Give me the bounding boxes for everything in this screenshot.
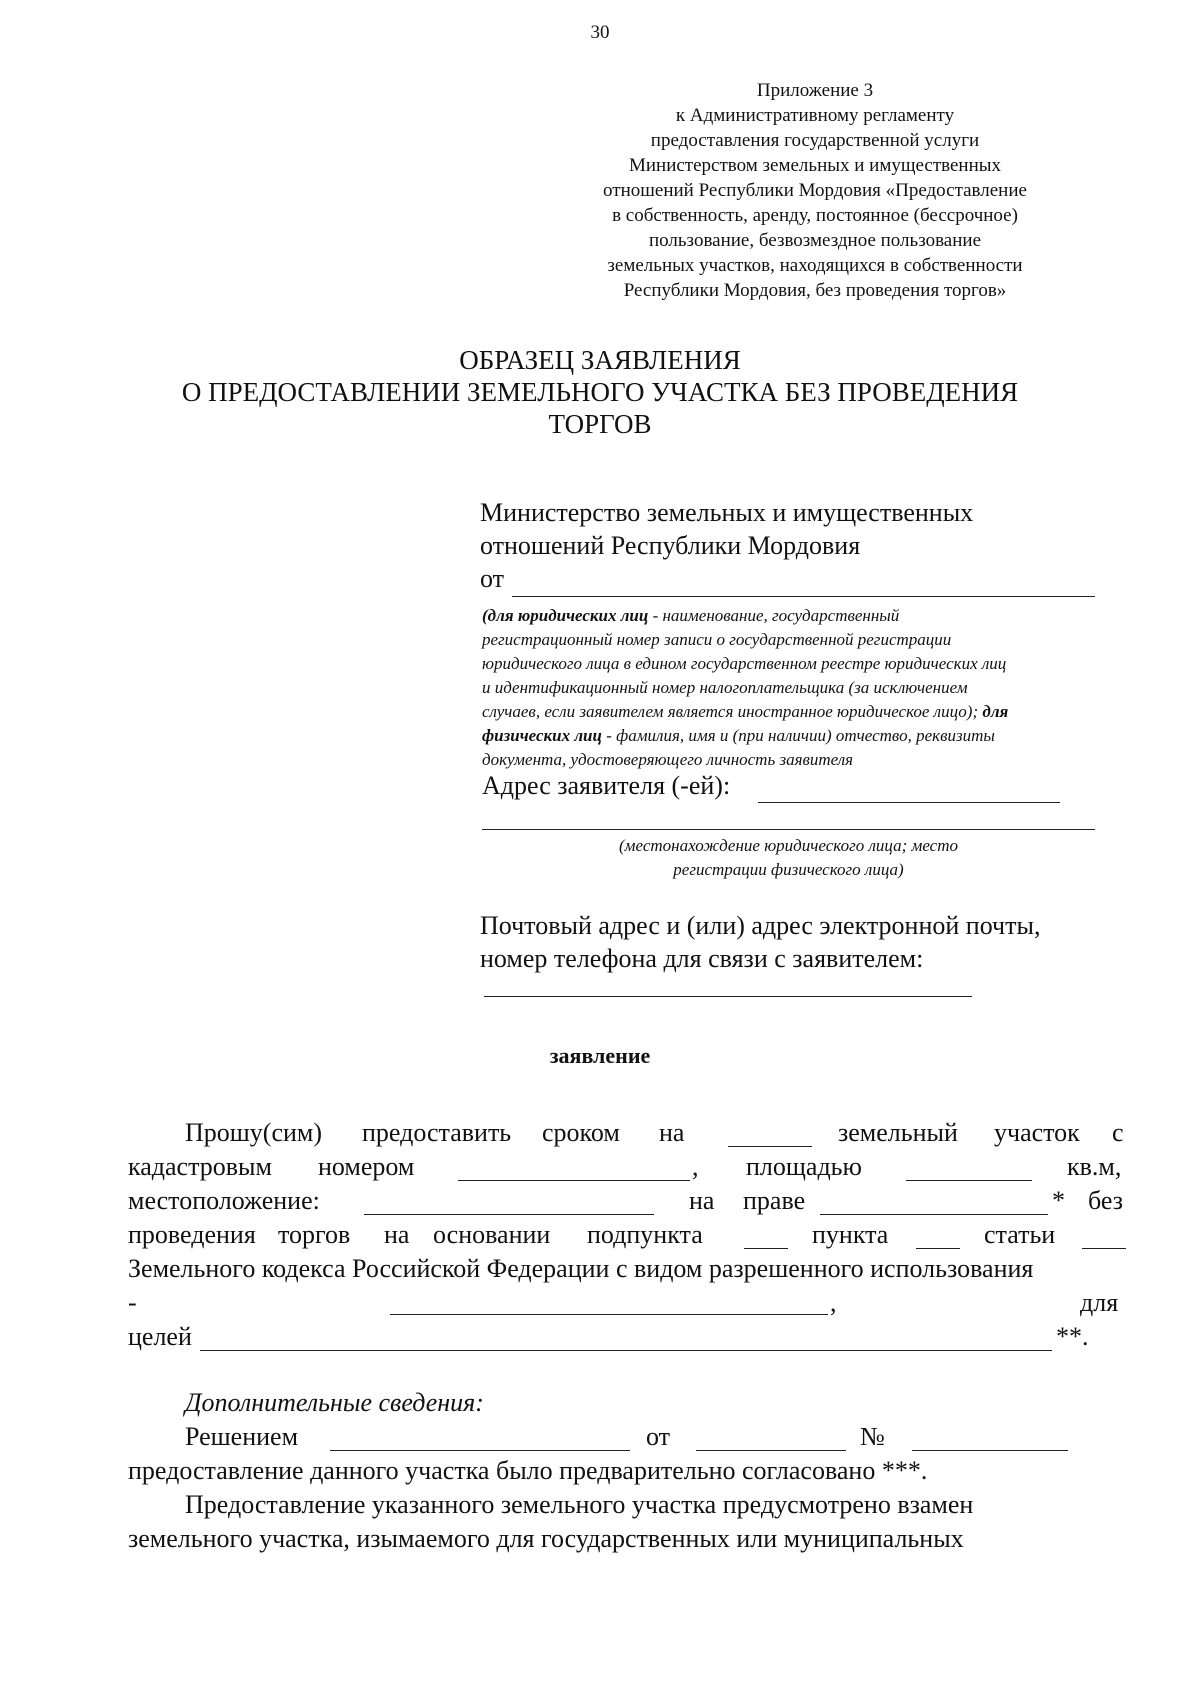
recipient-line: отношений Республики Мордовия: [480, 531, 861, 560]
cadastral-number-fill-line[interactable]: [458, 1180, 690, 1181]
title-line: О ПРЕДОСТАВЛЕНИИ ЗЕМЕЛЬНОГО УЧАСТКА БЕЗ ПРОВЕДЕНИЯ: [181, 377, 1019, 407]
applicant-note-line: (для юридических лиц - наименование, государственный: [482, 606, 900, 625]
subparagraph-fill-line[interactable]: [744, 1248, 788, 1249]
address-fill-line-2[interactable]: [482, 829, 1095, 830]
term-fill-line[interactable]: [728, 1146, 812, 1147]
annex-line: в собственность, аренду, постоянное (бессрочное): [612, 205, 1018, 226]
request-word: с: [1112, 1118, 1124, 1147]
annex-line: Приложение 3: [756, 80, 874, 101]
request-word: статьи: [984, 1220, 1056, 1249]
purpose-fill-line[interactable]: [200, 1350, 1052, 1351]
from-label: от: [480, 564, 505, 593]
additional-paragraph-line: Предоставление указанного земельного участка предусмотрено взамен: [185, 1490, 974, 1519]
decision-from-label: от: [646, 1422, 671, 1451]
annex-line: пользование, безвозмездное пользование: [648, 230, 982, 251]
applicant-note-line: юридического лица в едином государственном реестре юридических лиц: [482, 654, 1007, 673]
location-fill-line[interactable]: [364, 1214, 654, 1215]
request-word: кв.м,: [1067, 1152, 1122, 1181]
request-word: ,: [692, 1152, 699, 1181]
decision-fill-line[interactable]: [330, 1450, 630, 1451]
recipient-line: Министерство земельных и имущественных: [480, 498, 974, 527]
decision-date-fill-line[interactable]: [696, 1450, 846, 1451]
page-number: 30: [590, 22, 610, 43]
request-word: Прошу(сим): [185, 1118, 323, 1147]
decision-label: Решением: [185, 1422, 299, 1451]
contact-label: номер телефона для связи с заявителем:: [480, 944, 924, 973]
request-word: площадью: [746, 1152, 862, 1181]
address-note: регистрации физического лица): [673, 860, 904, 879]
request-word: пункта: [812, 1220, 889, 1249]
request-word: ,: [830, 1288, 837, 1317]
annex-line: Республики Мордовия, без проведения торгов»: [623, 280, 1007, 301]
paragraph-fill-line[interactable]: [916, 1248, 960, 1249]
statement-heading: заявление: [549, 1043, 651, 1068]
request-word: **.: [1056, 1322, 1089, 1351]
from-fill-line[interactable]: [512, 596, 1095, 597]
request-word: -: [128, 1288, 137, 1317]
additional-paragraph-line: земельного участка, изымаемого для государственных или муниципальных: [128, 1524, 964, 1553]
title-line: ОБРАЗЕЦ ЗАЯВЛЕНИЯ: [459, 345, 741, 375]
contact-fill-line[interactable]: [484, 996, 972, 997]
request-word: участок: [994, 1118, 1080, 1147]
request-word: целей: [128, 1322, 192, 1351]
request-word: без: [1088, 1186, 1124, 1215]
additional-info-label: Дополнительные сведения:: [185, 1388, 484, 1417]
request-word: *: [1052, 1186, 1065, 1215]
article-fill-line[interactable]: [1082, 1248, 1126, 1249]
request-word: подпункта: [587, 1220, 703, 1249]
applicant-note-line: документа, удостоверяющего личность заявителя: [482, 750, 854, 769]
request-word: номером: [318, 1152, 415, 1181]
request-word: кадастровым: [128, 1152, 272, 1181]
right-type-fill-line[interactable]: [820, 1214, 1048, 1215]
applicant-note-line: регистрационный номер записи о государственной регистрации: [482, 630, 952, 649]
permitted-use-fill-line[interactable]: [390, 1314, 828, 1315]
request-word: праве: [743, 1186, 806, 1215]
request-word: предоставить: [362, 1118, 512, 1147]
request-word: на: [384, 1220, 410, 1249]
annex-line: земельных участков, находящихся в собственности: [607, 255, 1023, 276]
request-word: сроком: [542, 1118, 620, 1147]
request-line: Земельного кодекса Российской Федерации с видом разрешенного использования: [128, 1254, 1034, 1283]
annex-line: Министерством земельных и имущественных: [628, 155, 1002, 176]
applicant-note-line: физических лиц - фамилия, имя и (при наличии) отчество, реквизиты: [482, 726, 995, 745]
request-word: для: [1080, 1288, 1119, 1317]
annex-line: предоставления государственной услуги: [650, 130, 980, 151]
request-word: на: [659, 1118, 685, 1147]
annex-line: отношений Республики Мордовия «Предоставление: [603, 180, 1027, 201]
applicant-note-line: и идентификационный номер налогоплательщика (за исключением: [482, 678, 968, 697]
title-line: ТОРГОВ: [548, 409, 652, 439]
request-word: на: [689, 1186, 715, 1215]
decision-number-fill-line[interactable]: [912, 1450, 1068, 1451]
address-note: (местонахождение юридического лица; место: [619, 836, 958, 855]
address-fill-line[interactable]: [758, 802, 1060, 803]
request-word: основании: [433, 1220, 551, 1249]
document-title: [60, 344, 1140, 440]
annex-line: к Административному регламенту: [675, 105, 955, 126]
contact-label: Почтовый адрес и (или) адрес электронной почты,: [480, 911, 1041, 940]
request-word: проведения: [128, 1220, 256, 1249]
number-sign: №: [860, 1422, 885, 1451]
request-word: торгов: [278, 1220, 351, 1249]
address-label: Адрес заявителя (-ей):: [482, 771, 731, 800]
request-word: местоположение:: [128, 1186, 320, 1215]
request-word: земельный: [838, 1118, 958, 1147]
agreed-line: предоставление данного участка было предварительно согласовано ***.: [128, 1456, 928, 1485]
area-fill-line[interactable]: [906, 1180, 1032, 1181]
annex-header: [560, 78, 1070, 303]
applicant-note-line: случаев, если заявителем является иностранное юридическое лицо); для: [482, 702, 1009, 721]
